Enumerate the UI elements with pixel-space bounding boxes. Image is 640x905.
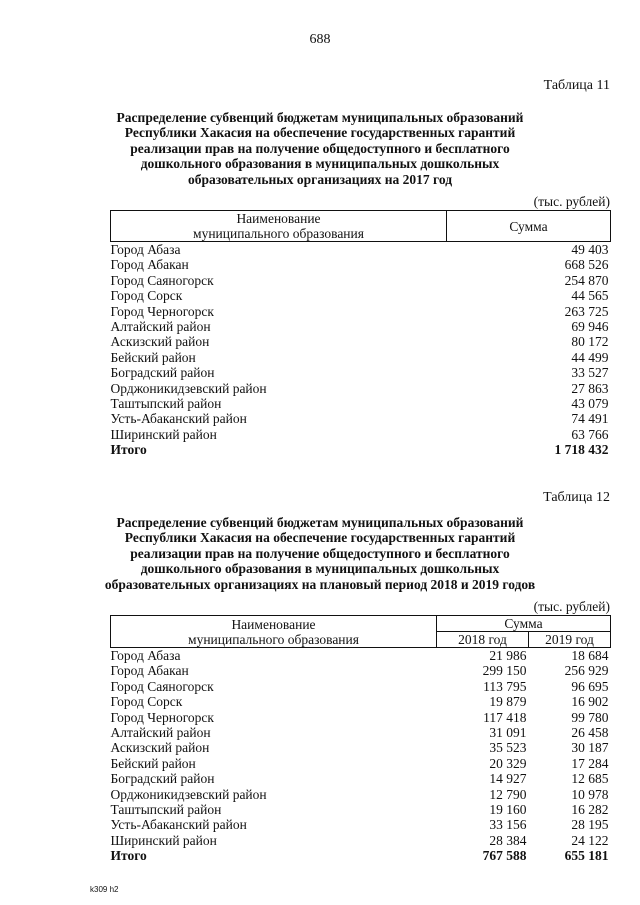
table-row (111, 334, 611, 349)
title-line: Республики Хакасия на обеспечение государственных гарантий (124, 125, 516, 141)
title-line: реализации прав на получение общедоступного и бесплатного (130, 140, 510, 156)
total-label: Итого (110, 442, 147, 458)
table-row (111, 725, 611, 740)
header-sum: Сумма (437, 616, 611, 632)
amount-2019: 16 902 (571, 694, 609, 710)
table-row (111, 257, 611, 272)
municipality-name: Город Абакан (110, 663, 189, 679)
header-year-2018: 2018 год (437, 632, 529, 648)
municipality-name: Таштыпский район (110, 396, 222, 412)
municipality-name: Город Саяногорск (110, 272, 214, 288)
table-row (111, 679, 611, 694)
table-row (111, 648, 611, 664)
municipality-name: Город Черногорск (110, 303, 214, 319)
municipality-name: Аскизский район (110, 740, 210, 756)
municipality-name: Боградский район (110, 771, 215, 787)
municipality-name: Боградский район (110, 365, 215, 381)
amount-2018: 19 879 (489, 694, 527, 710)
header-name: Наименование муниципального образования (111, 616, 437, 648)
title-line: дошкольного образования в муниципальных дошкольных (140, 561, 500, 577)
header-sum: Сумма (447, 211, 611, 242)
table-11 (110, 210, 611, 458)
amount: 74 491 (571, 411, 609, 427)
amount-2018: 299 150 (482, 663, 527, 679)
header-year-2019: 2019 год (529, 632, 611, 648)
table-row (111, 756, 611, 771)
amount: 80 172 (571, 334, 609, 350)
title-line: образовательных организациях на 2017 год (187, 171, 453, 187)
municipality-name: Алтайский район (110, 725, 211, 741)
amount-2018: 28 384 (489, 832, 527, 848)
title-line: образовательных организациях на плановый период 2018 и 2019 годов (104, 576, 536, 592)
amount-2018: 19 160 (489, 802, 527, 818)
amount-2019: 24 122 (571, 832, 609, 848)
amount: 63 766 (571, 426, 609, 442)
total-amount: 1 718 432 (554, 442, 609, 458)
amount-2019: 17 284 (571, 755, 609, 771)
amount-2019: 99 780 (571, 709, 609, 725)
title-line: Распределение субвенций бюджетам муниципальных образований (116, 515, 524, 530)
table-11-unit: (тыс. рублей) (533, 194, 610, 209)
amount-2018: 113 795 (483, 678, 527, 694)
municipality-name: Орджоникидзевский район (110, 786, 267, 802)
table-row (111, 787, 611, 802)
header-name: Наименование муниципального образования (111, 211, 447, 242)
table-row (111, 242, 611, 258)
amount-2018: 14 927 (489, 771, 527, 787)
total-label: Итого (110, 848, 147, 864)
amount: 69 946 (571, 319, 609, 335)
table-row (111, 427, 611, 442)
table-row (111, 381, 611, 396)
amount-2018: 31 091 (489, 725, 527, 741)
table-row (111, 771, 611, 786)
municipality-name: Алтайский район (110, 319, 211, 335)
municipality-name: Бейский район (110, 755, 196, 771)
amount-2018: 33 156 (489, 817, 527, 833)
municipality-name: Город Черногорск (110, 709, 214, 725)
amount-2019: 26 458 (571, 725, 609, 741)
amount-2019: 256 929 (564, 663, 609, 679)
amount-2018: 35 523 (489, 740, 527, 756)
amount-2019: 12 685 (571, 771, 609, 787)
amount: 49 403 (571, 242, 609, 257)
table-row (111, 663, 611, 678)
table-row (111, 802, 611, 817)
page-number: 688 (309, 32, 331, 47)
table-row (111, 273, 611, 288)
amount: 44 499 (571, 349, 609, 365)
municipality-name: Город Абаза (110, 242, 181, 257)
amount-2018: 21 986 (489, 648, 527, 663)
municipality-name: Бейский район (110, 349, 196, 365)
total-row (111, 442, 611, 457)
amount-2018: 12 790 (489, 786, 527, 802)
title-line: реализации прав на получение общедоступного и бесплатного (130, 545, 510, 561)
municipality-name: Город Абакан (110, 257, 189, 273)
table-row (111, 350, 611, 365)
amount: 263 725 (564, 303, 609, 319)
total-2019: 655 181 (564, 848, 609, 864)
title-line: Распределение субвенций бюджетам муниципальных образований (116, 110, 524, 125)
amount: 254 870 (564, 272, 609, 288)
table-12-unit: (тыс. рублей) (533, 599, 610, 614)
total-2018: 767 588 (482, 848, 527, 864)
table-12-caption: Таблица 12 (543, 490, 610, 505)
table-row (111, 365, 611, 380)
footer-code: k309 h2 (90, 885, 119, 894)
table-row (111, 288, 611, 303)
amount-2018: 20 329 (489, 755, 527, 771)
amount: 668 526 (564, 257, 609, 273)
table-row (111, 304, 611, 319)
amount: 44 565 (571, 288, 609, 304)
amount-2019: 16 282 (571, 802, 609, 818)
table-row (111, 694, 611, 709)
municipality-name: Ширинский район (110, 832, 217, 848)
municipality-name: Усть-Абаканский район (110, 817, 247, 833)
municipality-name: Город Саяногорск (110, 678, 214, 694)
title-line: Республики Хакасия на обеспечение государственных гарантий (124, 530, 516, 546)
amount: 43 079 (571, 396, 609, 412)
table-row (111, 319, 611, 334)
amount-2019: 28 195 (571, 817, 609, 833)
amount-2018: 117 418 (483, 709, 527, 725)
table-row (111, 710, 611, 725)
table-row (111, 817, 611, 832)
municipality-name: Таштыпский район (110, 802, 222, 818)
table-11-title (100, 110, 540, 187)
municipality-name: Орджоникидзевский район (110, 380, 267, 396)
amount-2019: 18 684 (571, 648, 609, 663)
table-row (111, 833, 611, 848)
amount: 27 863 (571, 380, 609, 396)
municipality-name: Усть-Абаканский район (110, 411, 247, 427)
table-11-caption: Таблица 11 (543, 78, 610, 93)
municipality-name: Город Абаза (110, 648, 181, 663)
municipality-name: Аскизский район (110, 334, 210, 350)
amount-2019: 96 695 (571, 678, 609, 694)
table-row (111, 396, 611, 411)
table-row (111, 740, 611, 755)
amount: 33 527 (571, 365, 609, 381)
table-row (111, 411, 611, 426)
amount-2019: 10 978 (571, 786, 609, 802)
municipality-name: Город Сорск (110, 288, 183, 304)
title-line: дошкольного образования в муниципальных дошкольных (140, 156, 500, 172)
municipality-name: Город Сорск (110, 694, 183, 710)
total-row (111, 848, 611, 863)
municipality-name: Ширинский район (110, 426, 217, 442)
table-12-title (100, 515, 540, 592)
amount-2019: 30 187 (571, 740, 609, 756)
table-12 (110, 615, 611, 864)
